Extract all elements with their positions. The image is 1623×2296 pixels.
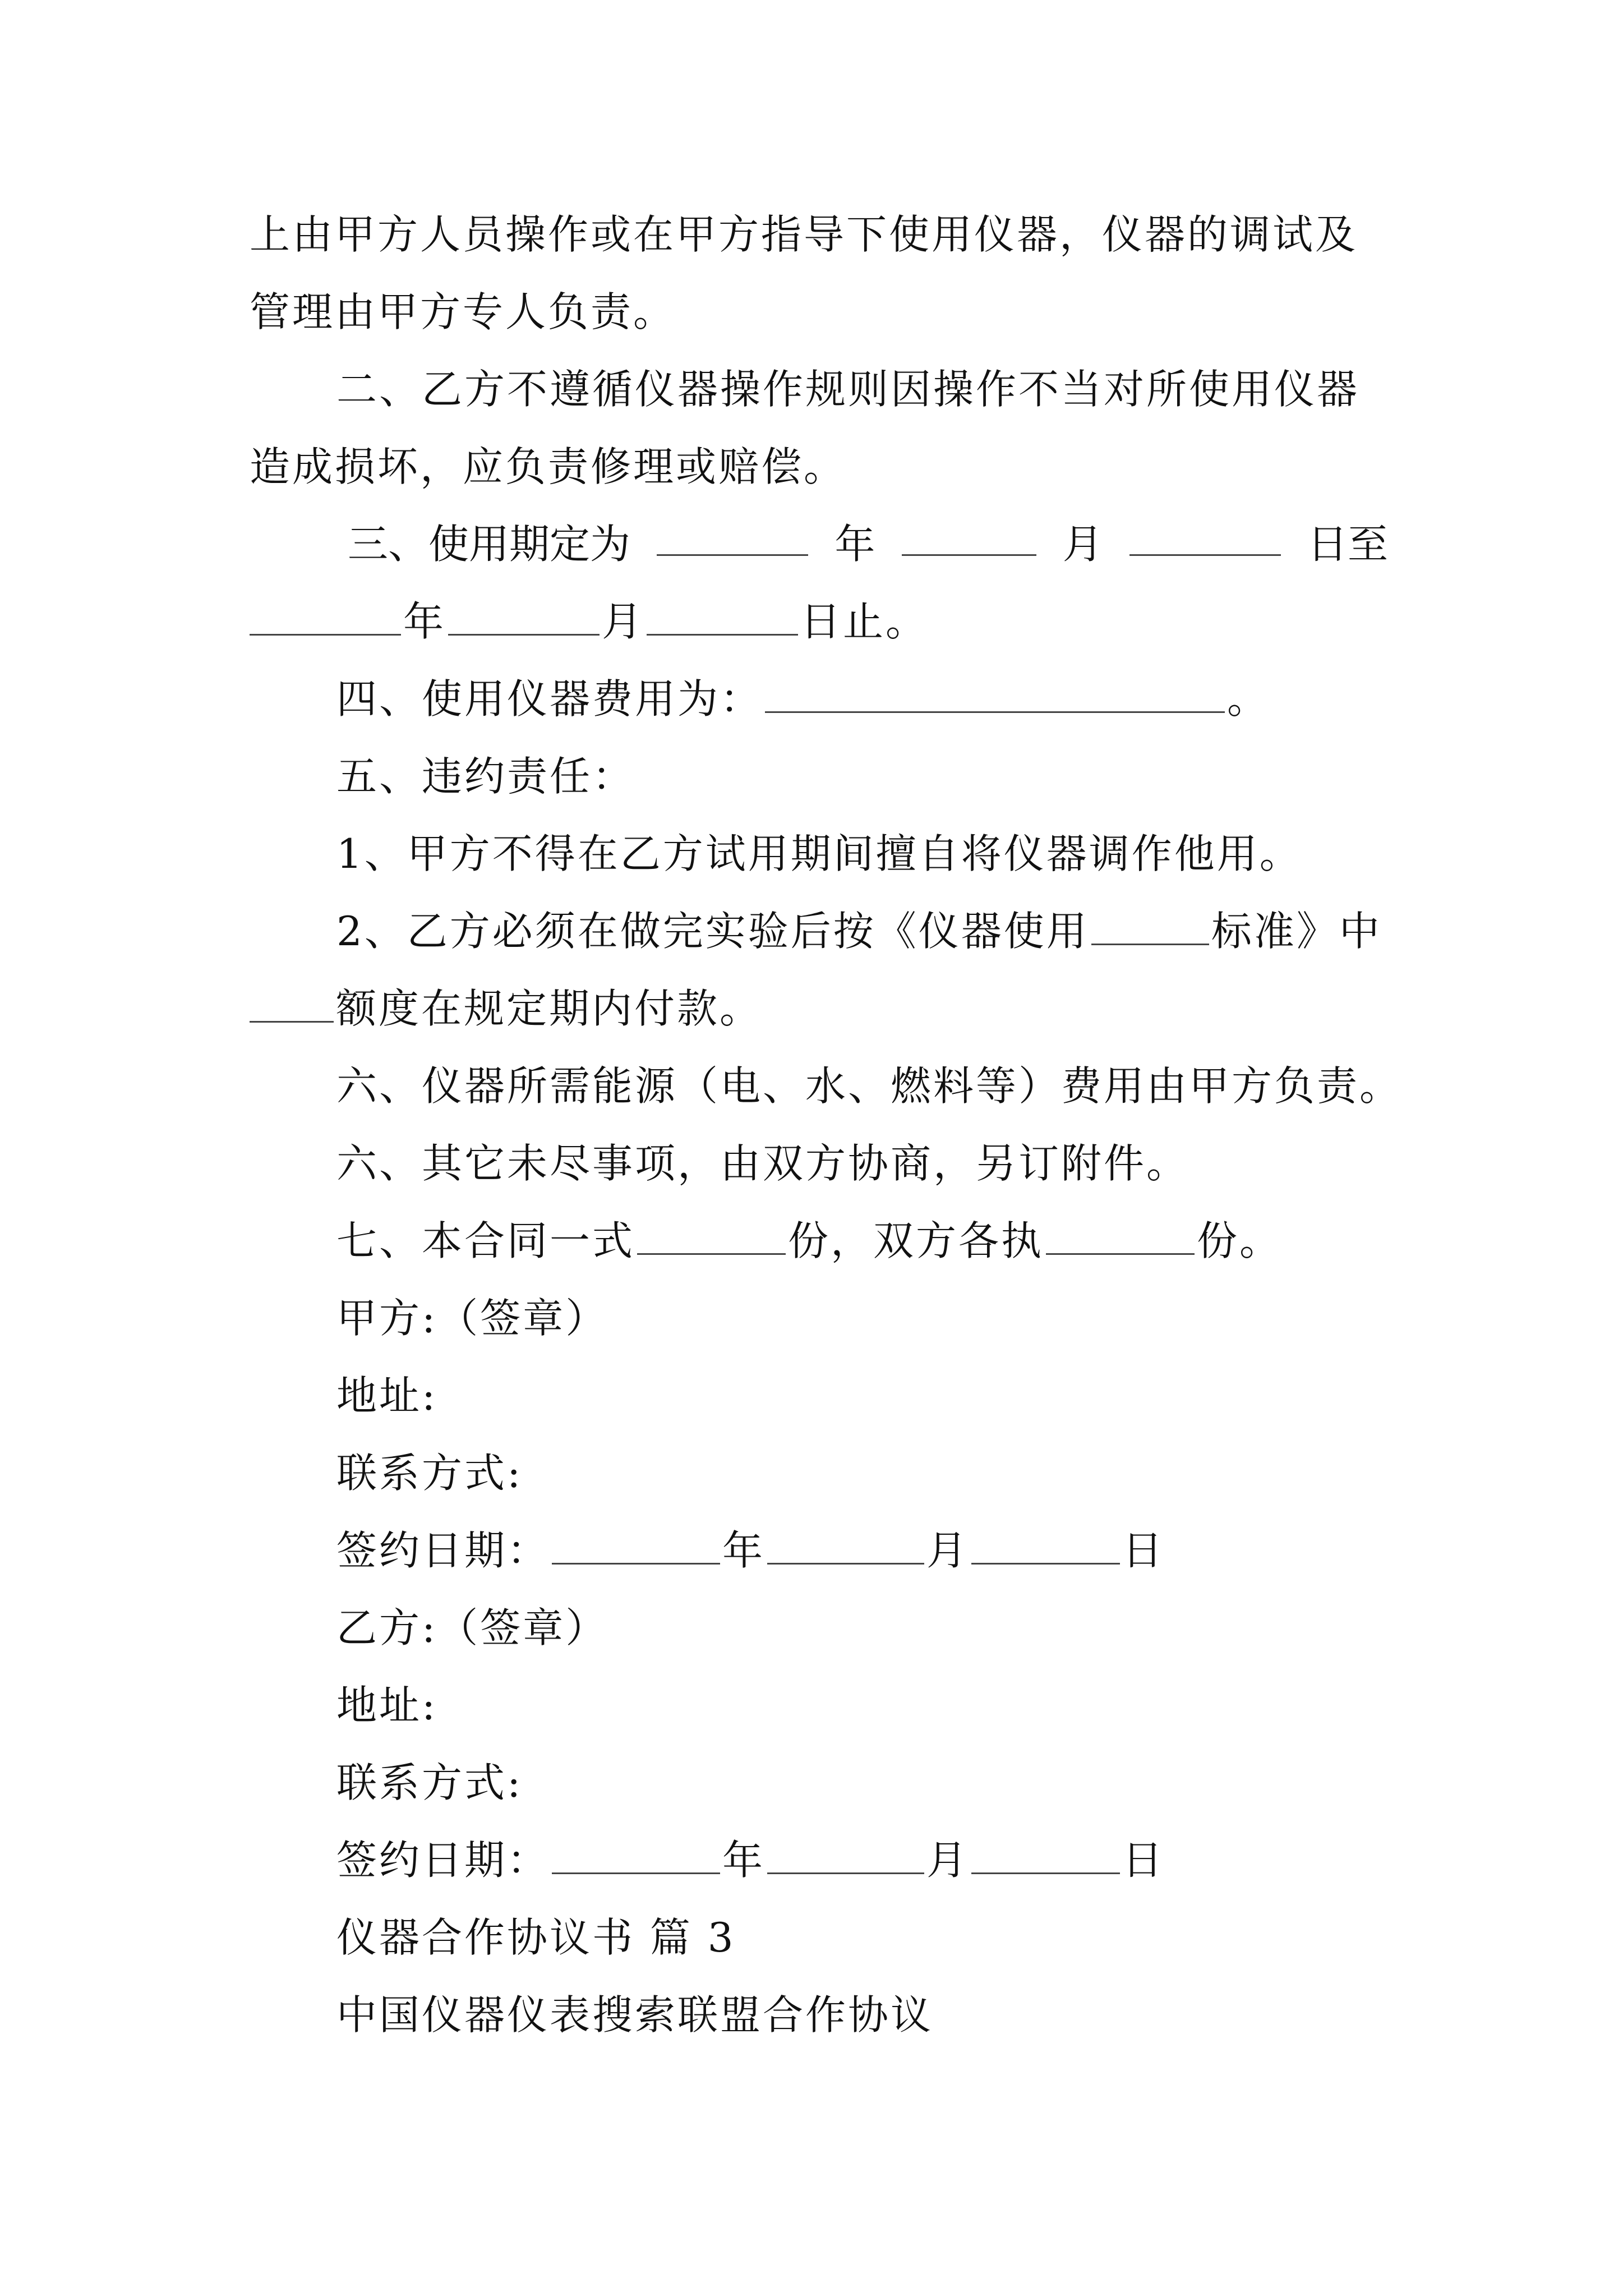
clause-4-line	[336, 672, 1475, 726]
date-label: 签约日期：	[336, 1527, 550, 1574]
blank-field	[767, 1835, 924, 1874]
blank-field	[971, 1526, 1120, 1565]
party-b-signature: 乙方:（签章）	[336, 1604, 608, 1651]
date-month: 月	[926, 1527, 970, 1574]
energy-clause: 六、仪器所需能源（电、水、燃料等）费用由甲方负责。	[336, 1062, 1403, 1110]
clause-3-line	[250, 595, 1388, 648]
blank-field	[767, 1526, 924, 1565]
term-month2: 月	[602, 598, 645, 645]
term-year2: 年	[403, 598, 446, 645]
blank-field	[250, 597, 401, 636]
blank-field	[250, 984, 334, 1023]
blank-field	[637, 1216, 786, 1255]
date-year: 年	[722, 1527, 766, 1574]
date-year: 年	[722, 1837, 766, 1884]
section-subtitle: 中国仪器仪表搜索联盟合作协议	[336, 1991, 934, 2039]
party-b-address: 地址:	[336, 1682, 438, 1729]
term-year: 年	[834, 521, 875, 568]
breach-item-1: 1、甲方不得在乙方试用期间擅自将仪器调作他用。	[336, 830, 1302, 877]
copies-end: 份。	[1197, 1217, 1283, 1264]
blank-field	[448, 597, 600, 636]
date-day: 日	[1122, 1527, 1165, 1574]
date-label: 签约日期：	[336, 1837, 550, 1884]
other-clause: 六、其它未尽事项，由双方协商，另订附件。	[336, 1140, 1189, 1187]
term-month: 月	[1062, 521, 1103, 568]
breach-2-mid: 标准》中	[1211, 908, 1382, 955]
breach-2-prefix: 2、乙方必须在做完实验后按《仪器使用	[336, 908, 1089, 955]
blank-field	[552, 1526, 720, 1565]
breach-2-end: 额度在规定期内付款。	[336, 985, 763, 1032]
clause-2-line: 造成损坏，应负责修理或赔偿。	[250, 443, 847, 490]
term-end: 日止。	[800, 598, 929, 645]
clause-3-line	[348, 517, 1388, 571]
blank-field	[902, 517, 1036, 556]
breach-title: 五、违约责任：	[336, 753, 635, 800]
copies-mid: 份，双方各执	[788, 1217, 1044, 1264]
party-a-contact: 联系方式:	[336, 1450, 523, 1497]
blank-field	[971, 1835, 1120, 1874]
copies-clause	[336, 1214, 1475, 1268]
date-day: 日	[1122, 1837, 1165, 1884]
blank-field	[1129, 517, 1281, 556]
party-b-date	[336, 1833, 1475, 1887]
blank-field	[765, 674, 1225, 713]
breach-item-2	[336, 904, 1475, 958]
clause-2-line: 二、乙方不遵循仪器操作规则因操作不当对所使用仪器	[336, 366, 1360, 413]
paragraph-line: 上由甲方人员操作或在甲方指导下使用仪器，仪器的调试及	[250, 211, 1358, 258]
fee-end: 。	[1227, 675, 1270, 723]
blank-field	[1091, 907, 1209, 945]
breach-item-2-cont	[250, 982, 1388, 1036]
party-b-contact: 联系方式:	[336, 1759, 523, 1806]
blank-field	[552, 1835, 720, 1874]
date-month: 月	[926, 1837, 970, 1884]
copies-prefix: 七、本合同一式	[336, 1217, 635, 1264]
party-a-signature: 甲方:（签章）	[336, 1295, 608, 1342]
blank-field	[657, 517, 808, 556]
term-prefix: 三、使用期定为	[348, 521, 631, 568]
term-day-to: 日至	[1307, 521, 1388, 568]
party-a-date	[336, 1524, 1475, 1577]
blank-field	[647, 597, 798, 636]
paragraph-line: 管理由甲方专人负责。	[250, 288, 676, 335]
blank-field	[1046, 1216, 1195, 1255]
section-title: 仪器合作协议书 篇 3	[336, 1914, 736, 1961]
fee-label: 四、使用仪器费用为：	[336, 675, 763, 723]
party-a-address: 地址:	[336, 1372, 438, 1419]
